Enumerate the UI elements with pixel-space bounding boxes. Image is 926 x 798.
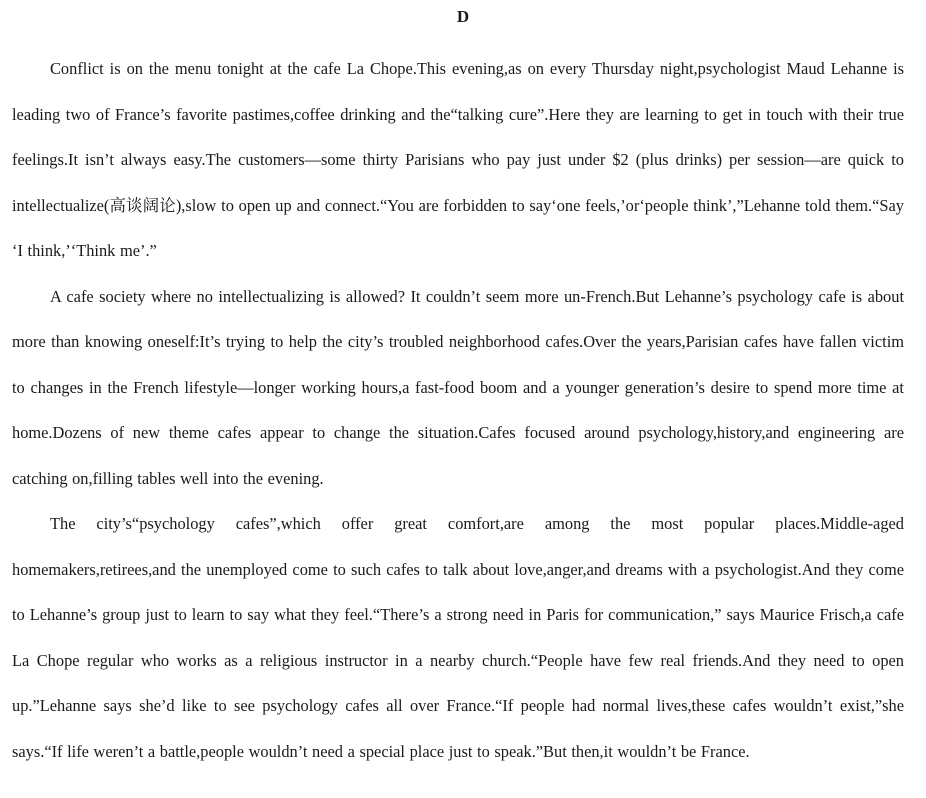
paragraph-1: Conflict is on the menu tonight at the cafe La Chope.This evening,as on every Thursday night,psychologist Maud Lehanne is leading two of France’s favorite pastimes,coffee drinking and the“talking cure”.Here they are learning to get in touch with their true feelings.It isn’t always easy.The customers—some thirty Parisians who pay just under $2 (plus drinks) per session—are quick to intellectualize(高谈阔论),slow to open up and connect.“You are forbidden to say‘one feels,’or‘people think’,”Lehanne told them.“Say ‘I think,’‘Think me’.”	[12, 59, 904, 260]
article-body	[12, 46, 904, 774]
section-heading: D	[456, 7, 470, 26]
paragraph-2: A cafe society where no intellectualizing is allowed? It couldn’t seem more un-French.But Lehanne’s psychology cafe is about more than knowing oneself:It’s trying to help the city’s troubled neighborhood cafes.Over the years,Parisian cafes have fallen victim to changes in the French lifestyle—longer working hours,a fast-food boom and a younger generation’s desire to spend more time at home.Dozens of new theme cafes appear to change the situation.Cafes focused around psychology,history,and engineering are catching on,filling tables well into the evening.	[12, 286, 904, 488]
paragraph-3: The city’s“psychology cafes”,which offer great comfort,are among the most popular places.Middle-aged homemakers,retirees,and the unemployed come to such cafes to talk about love,anger,and dreams with a psychologist.And they come to Lehanne’s group just to learn to say what they feel.“There’s a strong need in Paris for communication,” says Maurice Frisch,a cafe La Chope regular who works as a religious instructor in a nearby church.“People have few real friends.And they need to open up.”Lehanne says she’d like to see psychology cafes all over France.“If people had normal lives,these cafes wouldn’t exist,”she says.“If life weren’t a battle,people wouldn’t need a special place just to speak.”But then,it wouldn’t be France.	[12, 514, 904, 761]
